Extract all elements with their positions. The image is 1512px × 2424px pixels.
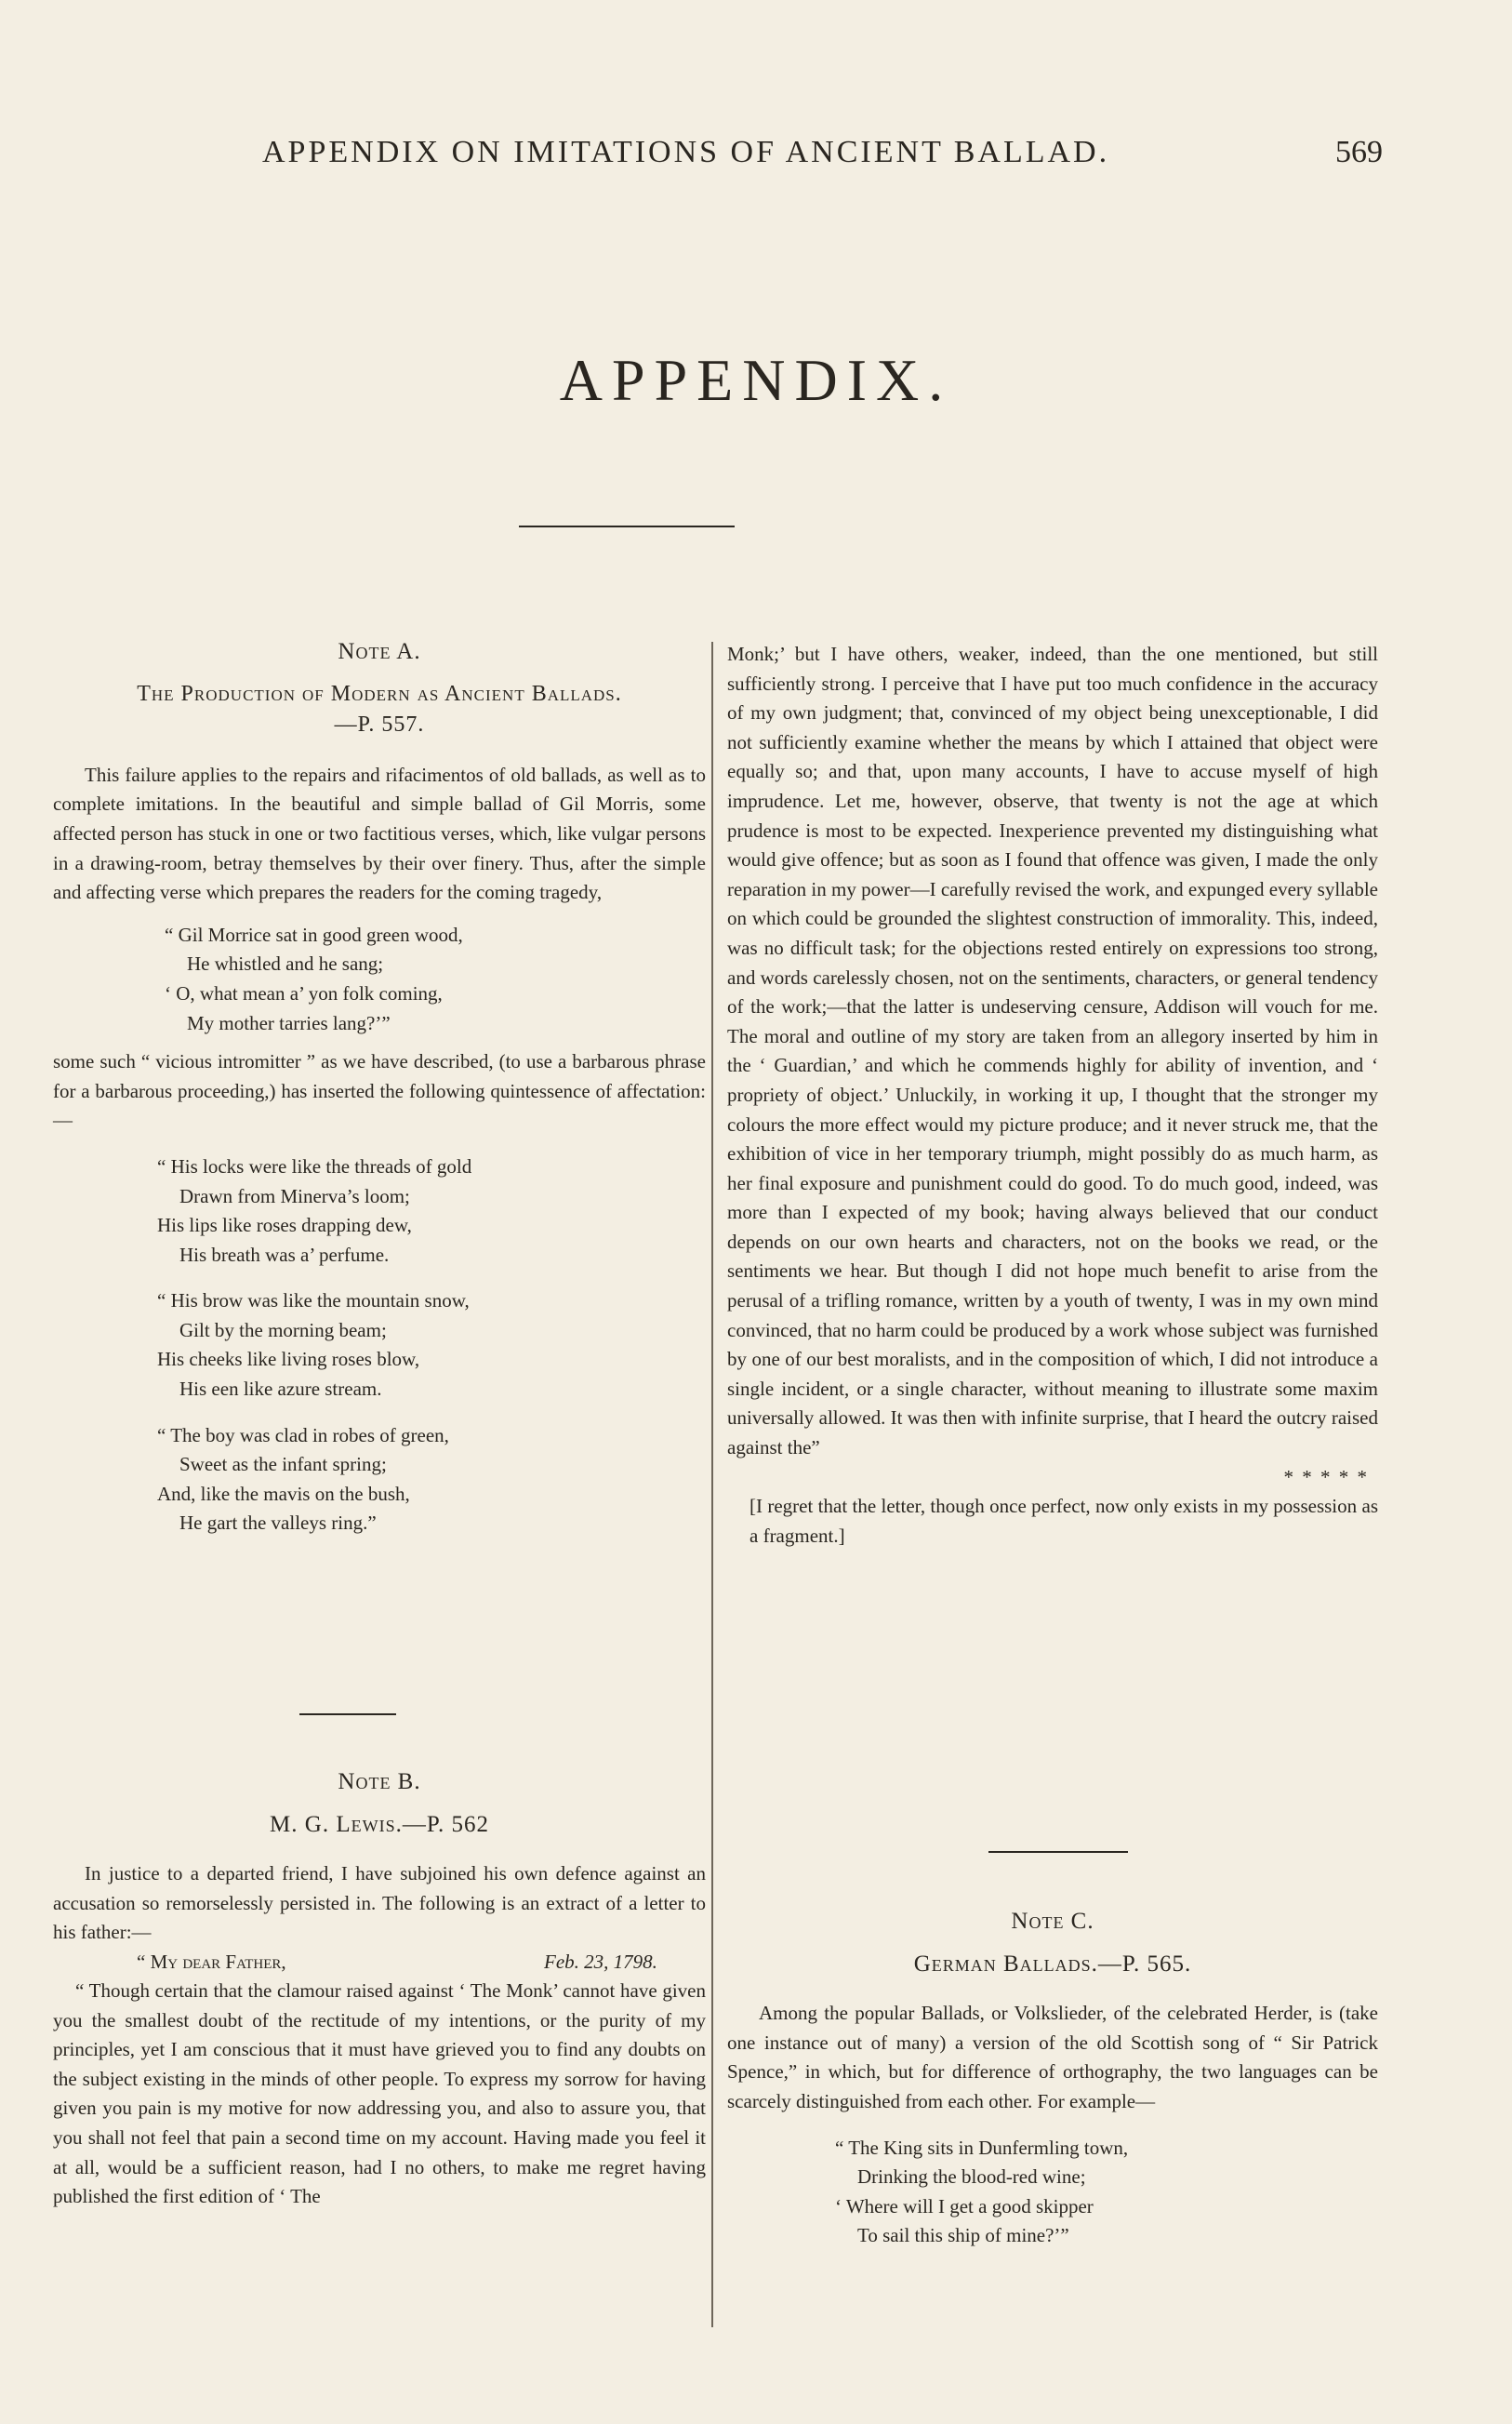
letter-date: Feb. 23, 1798. bbox=[544, 1950, 657, 1973]
poem-stanza-2 bbox=[53, 1286, 706, 1404]
letter-fragment-note: [I regret that the letter, though once perfect, now only exists in my possession as a fragment.] bbox=[749, 1495, 1378, 1547]
poem-line: Drinking the blood-red wine; bbox=[857, 2165, 1086, 2189]
letter-body-part-2: Monk;’ but I have others, weaker, indeed, than the one mentioned, but still sufficiently strong. I perceive that I have put too much confidence in the accuracy of my own judgment; that, convinced of my object being unexceptionable, I did not sufficiently examine whether the means by which I attained that object were equally so; and that, upon many accounts, I have to accuse myself of high imprudence. Let me, however, observe, that twenty is not the age at which prudence is most to be expected. Inexperience prevented my distinguishing what would give offence; but as soon as I found that offence was given, I made the only reparation in my power—I carefully revised the work, and expunged every syllable on which could be grounded the slightest construction of immorality. This, indeed, was no difficult task; for the objections rested entirely on expressions too strong, and words carelessly chosen, not on the sentiments, characters, or general tendency of the work;—that the latter is undeserving censure, Addison will vouch for me. The moral and outline of my story are taken from an allegory inserted by him in the ‘ Guardian,’ and which he commends highly for ability of invention, and ‘ propriety of object.’ Unluckily, in working it up, I thought that the stronger my colours the more effect would my picture produce; and it never struck me, that the exhibition of vice in her temporary triumph, might possibly do as much harm, as her final exposure and punishment could do good. To do much good, indeed, was more than I expected of my book; having always believed that our conduct depends on our own hearts and characters, not on the books we read, or the sentiments we hear. But though I did not hope much benefit to arise from the perusal of a trifling romance, written by a youth of twenty, I was in my own mind convinced, that no harm could be produced by a work whose subject was furnished by one of our best moralists, and in the composition of which, I did not introduce a single incident, or a single character, without meaning to illustrate some maxim universally allowed. It was then with infinite surprise, that I heard the outcry raised against the” bbox=[727, 643, 1378, 1459]
poem-line: My mother tarries lang?’” bbox=[187, 1011, 391, 1034]
left-column bbox=[53, 628, 706, 1538]
poem-line: And, like the mavis on the bush, bbox=[157, 1482, 410, 1505]
note-c-para-1: Among the popular Ballads, or Volkslieder, of the celebrated Herder, is (take one instance out of many) a version of the old Scottish song of “ Sir Patrick Spence,” in which, but for difference of orthography, the two languages can be scarcely distinguished from each other. For example— bbox=[727, 2002, 1378, 2112]
poem-line: His breath was a’ perfume. bbox=[179, 1243, 390, 1266]
right-column bbox=[727, 640, 1378, 1551]
note-b-para-1: In justice to a departed friend, I have subjoined his own defence against an accusation so remorselessly persisted in. The following is an extract of a letter to his father:— bbox=[53, 1862, 706, 1944]
poem-line: His lips like roses drapping dew, bbox=[157, 1214, 412, 1237]
letter-asterisks: * * * * * bbox=[1283, 1465, 1369, 1488]
poem-stanza-1 bbox=[53, 1152, 706, 1270]
letter-salutation-line bbox=[53, 1948, 706, 1977]
running-title: APPENDIX ON IMITATIONS OF ANCIENT BALLAD. bbox=[262, 135, 1110, 169]
poem-line: “ The King sits in Dunfermling town, bbox=[835, 2136, 1129, 2159]
poem-line: Drawn from Minerva’s loom; bbox=[179, 1184, 410, 1207]
poem-sir-patrick-spence bbox=[727, 2134, 1378, 2251]
note-a-heading: The Production of Modern as Ancient Ballads. bbox=[137, 681, 622, 706]
note-a-label: Note A. bbox=[338, 639, 421, 664]
poem-line: He gart the valleys ring.” bbox=[179, 1512, 377, 1535]
note-b-end-rule bbox=[988, 1851, 1128, 1853]
note-a-end-rule bbox=[299, 1713, 396, 1715]
note-b-heading: M. G. Lewis.—P. 562 bbox=[270, 1811, 489, 1837]
note-a-page-ref: —P. 557. bbox=[334, 713, 425, 738]
note-c-label: Note C. bbox=[1011, 1909, 1094, 1934]
poem-line: He whistled and he sang; bbox=[187, 952, 384, 976]
note-b-label: Note B. bbox=[338, 1769, 421, 1794]
poem-line: Gilt by the morning beam; bbox=[179, 1318, 387, 1341]
note-c-heading: German Ballads.—P. 565. bbox=[913, 1951, 1192, 1977]
page-title: APPENDIX. bbox=[559, 347, 953, 413]
poem-line: “ His locks were like the threads of gold bbox=[157, 1154, 472, 1178]
title-rule bbox=[519, 526, 735, 527]
poem-line: “ His brow was like the mountain snow, bbox=[157, 1289, 470, 1312]
poem-stanza-3 bbox=[53, 1421, 706, 1538]
running-header bbox=[0, 135, 1512, 181]
poem-line: His een like azure stream. bbox=[179, 1378, 382, 1401]
left-column-note-b bbox=[53, 1767, 706, 2212]
poem-gil-morrice bbox=[53, 921, 706, 1038]
letter-salutation: “ My dear Father, bbox=[137, 1950, 286, 1973]
poem-line: His cheeks like living roses blow, bbox=[157, 1348, 420, 1371]
note-a-para-2: some such “ vicious intromitter ” as we have described, (to use a barbarous phrase for a barbarous proceeding,) has inserted the following quintessence of affectation:— bbox=[53, 1050, 706, 1132]
letter-body-part-1: “ Though certain that the clamour raised against ‘ The Monk’ cannot have given you the smallest doubt of the rectitude of my intentions, or the purity of my principles, yet I am conscious that it must have grieved you to find any doubts on the subject existing in the minds of other people. To express my sorrow for having given you pain is my motive for now addressing you, and also to assure you, that you shall not feel that pain a second time on my account. Having made you feel it at all, would be a sufficient reason, had I no others, to make me regret having published the first edition of ‘ The bbox=[53, 1978, 706, 2208]
note-a-para-1: This failure applies to the repairs and rifacimentos of old ballads, as well as to complete imitations. In the beautiful and simple ballad of Gil Morris, some affected person has stuck in one or two factitious verses, which, like vulgar persons in a drawing-room, betray themselves by their over finery. Thus, after the simple and affecting verse which prepares the readers for the coming tragedy, bbox=[53, 763, 706, 904]
poem-line: Sweet as the infant spring; bbox=[179, 1453, 387, 1476]
right-column-note-c bbox=[727, 1907, 1378, 2251]
poem-line: “ The boy was clad in robes of green, bbox=[157, 1423, 449, 1446]
poem-line: To sail this ship of mine?’” bbox=[857, 2224, 1069, 2247]
column-divider bbox=[711, 642, 713, 2327]
poem-line: ‘ O, what mean a’ yon folk coming, bbox=[165, 981, 443, 1005]
poem-line: “ Gil Morrice sat in good green wood, bbox=[165, 923, 463, 946]
poem-line: ‘ Where will I get a good skipper bbox=[835, 2194, 1094, 2218]
page-number: 569 bbox=[1335, 135, 1383, 169]
